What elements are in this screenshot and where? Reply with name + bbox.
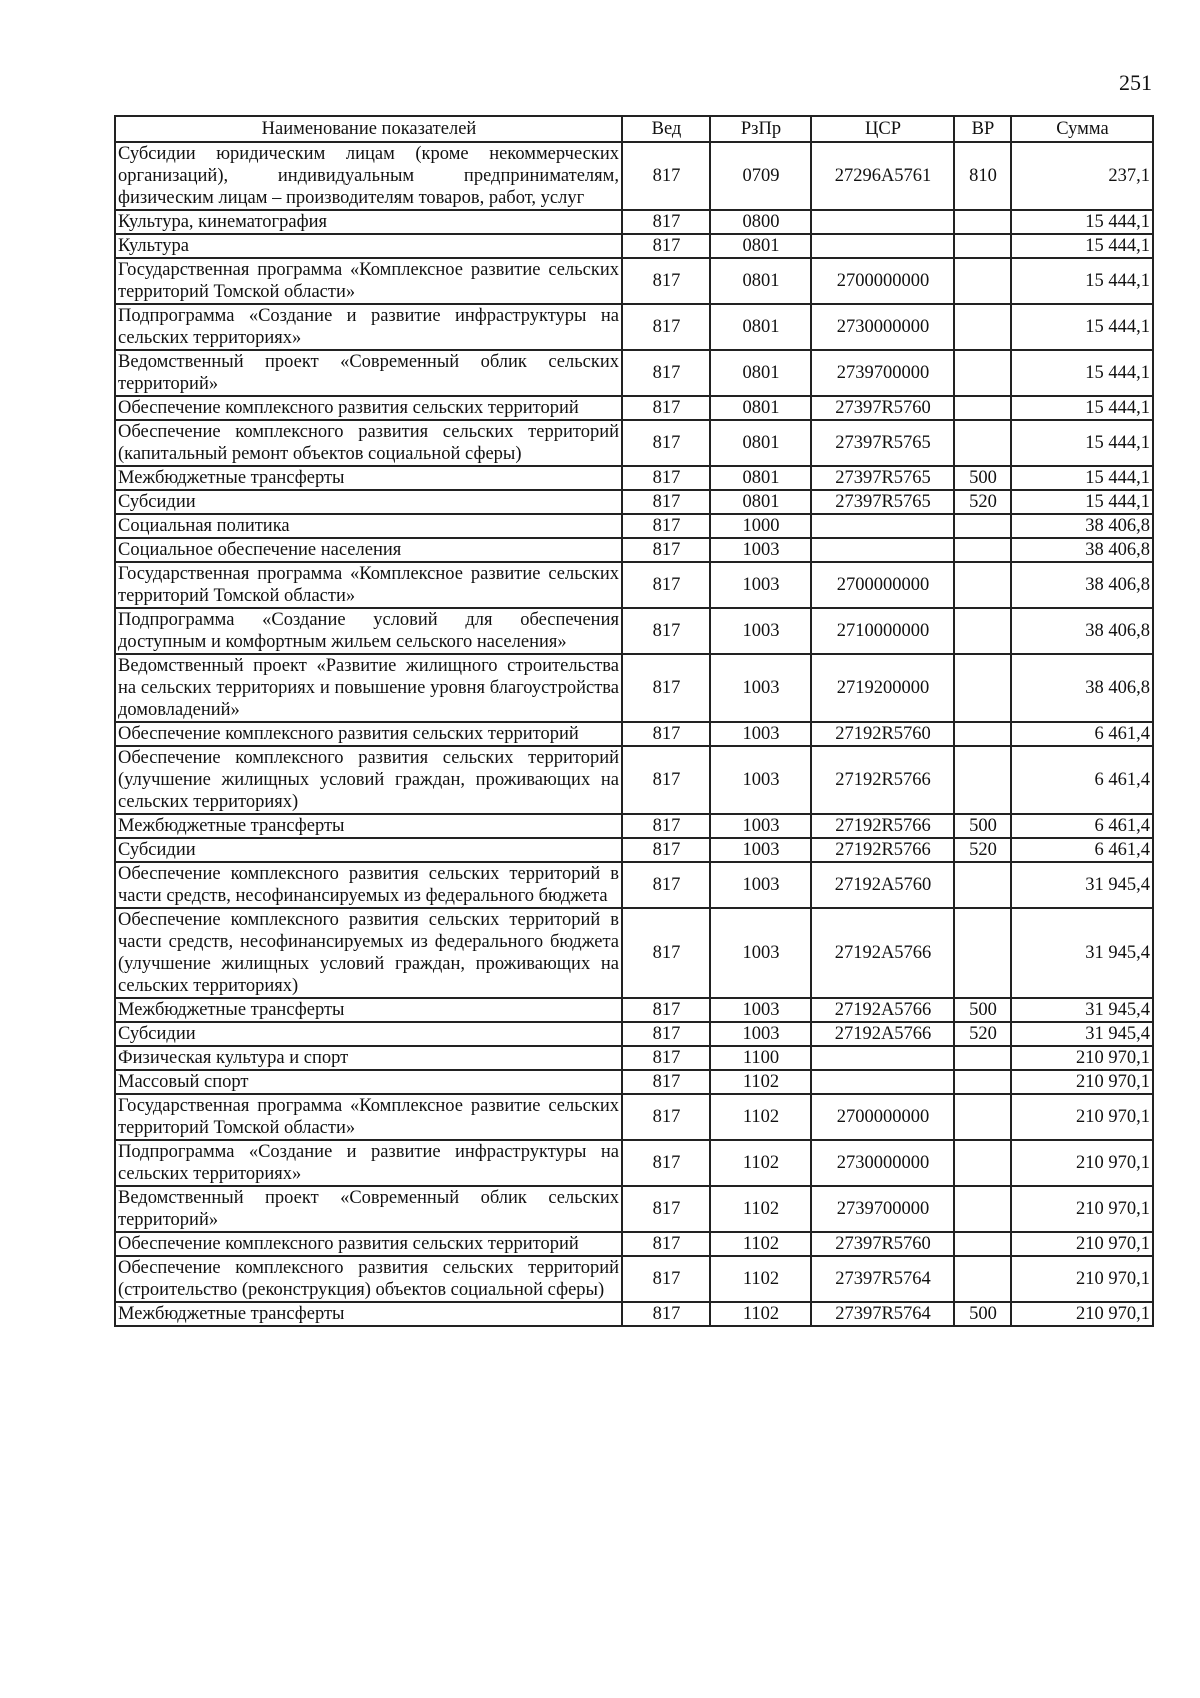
cell-name: Культура, кинематография [115,210,622,234]
table-row [115,1046,1153,1070]
table-row [115,210,1153,234]
column-header-vr: ВР [954,116,1011,142]
cell-vr [954,1186,1011,1232]
table-header-row [115,116,1153,142]
cell-ved: 817 [622,1302,710,1326]
cell-ved: 817 [622,350,710,396]
table-row [115,1094,1153,1140]
cell-name: Межбюджетные трансферты [115,998,622,1022]
cell-vr [954,862,1011,908]
table-row [115,908,1153,998]
cell-rzpr: 1003 [710,562,811,608]
cell-csr: 27296A5761 [811,142,954,210]
cell-sum: 6 461,4 [1011,722,1153,746]
cell-vr [954,1140,1011,1186]
cell-vr [954,1094,1011,1140]
cell-rzpr: 1003 [710,862,811,908]
cell-name: Ведомственный проект «Современный облик сельских территорий» [115,1186,622,1232]
budget-table [114,115,1154,1327]
cell-ved: 817 [622,304,710,350]
cell-ved: 817 [622,1094,710,1140]
cell-vr [954,350,1011,396]
cell-rzpr: 1102 [710,1256,811,1302]
cell-name: Межбюджетные трансферты [115,814,622,838]
cell-csr: 2700000000 [811,562,954,608]
cell-name: Субсидии [115,1022,622,1046]
cell-rzpr: 0800 [710,210,811,234]
cell-rzpr: 1003 [710,746,811,814]
cell-vr [954,234,1011,258]
cell-csr: 2700000000 [811,258,954,304]
cell-rzpr: 0801 [710,234,811,258]
table-row [115,304,1153,350]
cell-csr: 2710000000 [811,608,954,654]
cell-vr [954,1070,1011,1094]
cell-name: Обеспечение комплексного развития сельских территорий (строительство (реконструкция) объектов социальной сферы) [115,1256,622,1302]
cell-name: Субсидии [115,838,622,862]
cell-ved: 817 [622,538,710,562]
cell-csr: 27192R5766 [811,838,954,862]
column-header-rzpr: РзПр [710,116,811,142]
cell-rzpr: 1003 [710,654,811,722]
table-row [115,746,1153,814]
cell-rzpr: 1003 [710,998,811,1022]
cell-vr: 520 [954,1022,1011,1046]
cell-rzpr: 0801 [710,396,811,420]
cell-csr [811,1070,954,1094]
cell-name: Подпрограмма «Создание и развитие инфраструктуры на сельских территориях» [115,304,622,350]
cell-rzpr: 1102 [710,1186,811,1232]
cell-csr: 27192A5766 [811,1022,954,1046]
cell-vr: 500 [954,998,1011,1022]
cell-vr [954,908,1011,998]
cell-sum: 38 406,8 [1011,562,1153,608]
cell-sum: 38 406,8 [1011,608,1153,654]
cell-csr: 2739700000 [811,350,954,396]
cell-ved: 817 [622,608,710,654]
cell-name: Обеспечение комплексного развития сельских территорий в части средств, несофинансируемых из федерального бюджета (улучшение жилищных условий граждан, проживающих на сельских территориях) [115,908,622,998]
cell-vr: 520 [954,838,1011,862]
cell-csr [811,514,954,538]
cell-ved: 817 [622,1046,710,1070]
cell-ved: 817 [622,1140,710,1186]
table-row [115,538,1153,562]
cell-sum: 210 970,1 [1011,1046,1153,1070]
cell-sum: 210 970,1 [1011,1186,1153,1232]
cell-sum: 15 444,1 [1011,350,1153,396]
cell-sum: 15 444,1 [1011,304,1153,350]
table-row [115,350,1153,396]
table-row [115,562,1153,608]
cell-ved: 817 [622,1070,710,1094]
cell-rzpr: 1003 [710,608,811,654]
cell-rzpr: 1003 [710,908,811,998]
cell-rzpr: 1003 [710,838,811,862]
cell-vr [954,304,1011,350]
cell-ved: 817 [622,514,710,538]
cell-vr [954,1232,1011,1256]
cell-ved: 817 [622,490,710,514]
table-row [115,1140,1153,1186]
table-row [115,514,1153,538]
cell-rzpr: 1102 [710,1302,811,1326]
cell-csr: 27397R5765 [811,490,954,514]
cell-rzpr: 0801 [710,466,811,490]
cell-name: Государственная программа «Комплексное развитие сельских территорий Томской области» [115,258,622,304]
table-row [115,420,1153,466]
table-row [115,814,1153,838]
table-row [115,258,1153,304]
cell-sum: 15 444,1 [1011,210,1153,234]
cell-name: Обеспечение комплексного развития сельских территорий [115,396,622,420]
cell-vr [954,1046,1011,1070]
table-row [115,1022,1153,1046]
cell-sum: 31 945,4 [1011,1022,1153,1046]
cell-csr: 27192A5766 [811,908,954,998]
cell-rzpr: 1102 [710,1232,811,1256]
cell-name: Подпрограмма «Создание и развитие инфраструктуры на сельских территориях» [115,1140,622,1186]
cell-sum: 38 406,8 [1011,514,1153,538]
table-row [115,654,1153,722]
cell-ved: 817 [622,862,710,908]
cell-name: Обеспечение комплексного развития сельских территорий в части средств, несофинансируемых из федерального бюджета [115,862,622,908]
cell-sum: 15 444,1 [1011,234,1153,258]
table-body [115,142,1153,1326]
cell-vr: 810 [954,142,1011,210]
cell-name: Массовый спорт [115,1070,622,1094]
cell-rzpr: 1000 [710,514,811,538]
cell-ved: 817 [622,722,710,746]
cell-sum: 15 444,1 [1011,258,1153,304]
table-row [115,998,1153,1022]
table-row [115,838,1153,862]
cell-rzpr: 0801 [710,490,811,514]
cell-name: Межбюджетные трансферты [115,466,622,490]
table-row [115,1232,1153,1256]
cell-rzpr: 1003 [710,814,811,838]
cell-rzpr: 1003 [710,722,811,746]
cell-csr [811,210,954,234]
cell-csr: 2730000000 [811,304,954,350]
column-header-csr: ЦСР [811,116,954,142]
cell-rzpr: 1102 [710,1094,811,1140]
cell-ved: 817 [622,562,710,608]
cell-csr: 27192R5766 [811,814,954,838]
cell-vr [954,258,1011,304]
cell-ved: 817 [622,746,710,814]
cell-sum: 15 444,1 [1011,490,1153,514]
page-number: 251 [1119,70,1152,95]
cell-csr: 27397R5764 [811,1256,954,1302]
cell-sum: 210 970,1 [1011,1070,1153,1094]
cell-sum: 210 970,1 [1011,1094,1153,1140]
cell-sum: 210 970,1 [1011,1232,1153,1256]
cell-csr: 27192R5760 [811,722,954,746]
cell-sum: 6 461,4 [1011,814,1153,838]
cell-rzpr: 0801 [710,350,811,396]
cell-csr: 27397R5760 [811,1232,954,1256]
cell-csr: 2700000000 [811,1094,954,1140]
cell-name: Субсидии юридическим лицам (кроме некоммерческих организаций), индивидуальным предпринимателям, физическим лицам – производителям товаров, работ, услуг [115,142,622,210]
table-row [115,1256,1153,1302]
cell-csr: 2730000000 [811,1140,954,1186]
cell-sum: 15 444,1 [1011,466,1153,490]
cell-ved: 817 [622,258,710,304]
cell-ved: 817 [622,838,710,862]
cell-csr: 2739700000 [811,1186,954,1232]
cell-ved: 817 [622,396,710,420]
cell-name: Культура [115,234,622,258]
cell-name: Физическая культура и спорт [115,1046,622,1070]
table-row [115,1070,1153,1094]
cell-sum: 15 444,1 [1011,396,1153,420]
cell-vr: 500 [954,466,1011,490]
cell-name: Государственная программа «Комплексное развитие сельских территорий Томской области» [115,562,622,608]
cell-name: Ведомственный проект «Современный облик сельских территорий» [115,350,622,396]
cell-name: Обеспечение комплексного развития сельских территорий [115,722,622,746]
table-row [115,1186,1153,1232]
cell-rzpr: 1102 [710,1070,811,1094]
cell-csr: 27397R5765 [811,466,954,490]
cell-sum: 15 444,1 [1011,420,1153,466]
cell-vr: 500 [954,1302,1011,1326]
cell-vr [954,746,1011,814]
cell-name: Социальная политика [115,514,622,538]
table-row [115,396,1153,420]
cell-ved: 817 [622,1256,710,1302]
cell-vr [954,654,1011,722]
cell-name: Обеспечение комплексного развития сельских территорий [115,1232,622,1256]
cell-rzpr: 0801 [710,304,811,350]
cell-ved: 817 [622,998,710,1022]
cell-name: Ведомственный проект «Развитие жилищного строительства на сельских территориях и повышение уровня благоустройства домовладений» [115,654,622,722]
cell-name: Социальное обеспечение населения [115,538,622,562]
cell-name: Обеспечение комплексного развития сельских территорий (улучшение жилищных условий граждан, проживающих на сельских территориях) [115,746,622,814]
cell-sum: 31 945,4 [1011,862,1153,908]
cell-vr [954,210,1011,234]
cell-vr [954,608,1011,654]
table-row [115,722,1153,746]
cell-rzpr: 1003 [710,1022,811,1046]
cell-csr: 27397R5765 [811,420,954,466]
cell-ved: 817 [622,1232,710,1256]
cell-sum: 210 970,1 [1011,1140,1153,1186]
cell-csr: 27397R5760 [811,396,954,420]
table-row [115,234,1153,258]
cell-sum: 6 461,4 [1011,746,1153,814]
cell-ved: 817 [622,210,710,234]
cell-name: Обеспечение комплексного развития сельских территорий (капитальный ремонт объектов социальной сферы) [115,420,622,466]
column-header-sum: Сумма [1011,116,1153,142]
cell-ved: 817 [622,654,710,722]
cell-vr [954,396,1011,420]
cell-sum: 210 970,1 [1011,1256,1153,1302]
cell-ved: 817 [622,908,710,998]
cell-name: Государственная программа «Комплексное развитие сельских территорий Томской области» [115,1094,622,1140]
table-row [115,1302,1153,1326]
table-row [115,466,1153,490]
cell-vr [954,1256,1011,1302]
cell-rzpr: 0801 [710,420,811,466]
cell-ved: 817 [622,1186,710,1232]
cell-sum: 31 945,4 [1011,908,1153,998]
cell-rzpr: 1102 [710,1140,811,1186]
cell-rzpr: 1003 [710,538,811,562]
cell-vr [954,514,1011,538]
cell-csr [811,234,954,258]
cell-csr: 27192A5766 [811,998,954,1022]
table-row [115,608,1153,654]
cell-vr [954,420,1011,466]
cell-name: Подпрограмма «Создание условий для обеспечения доступным и комфортным жильем сельского населения» [115,608,622,654]
table-row [115,490,1153,514]
cell-vr [954,538,1011,562]
cell-sum: 38 406,8 [1011,538,1153,562]
cell-sum: 210 970,1 [1011,1302,1153,1326]
cell-ved: 817 [622,234,710,258]
table-row [115,142,1153,210]
cell-vr [954,722,1011,746]
cell-vr: 500 [954,814,1011,838]
cell-rzpr: 0709 [710,142,811,210]
cell-vr [954,562,1011,608]
cell-name: Субсидии [115,490,622,514]
cell-name: Межбюджетные трансферты [115,1302,622,1326]
table-row [115,862,1153,908]
cell-csr [811,1046,954,1070]
cell-ved: 817 [622,814,710,838]
column-header-ved: Вед [622,116,710,142]
cell-csr: 2719200000 [811,654,954,722]
cell-rzpr: 1100 [710,1046,811,1070]
cell-sum: 31 945,4 [1011,998,1153,1022]
cell-sum: 38 406,8 [1011,654,1153,722]
cell-csr: 27192A5760 [811,862,954,908]
cell-rzpr: 0801 [710,258,811,304]
cell-ved: 817 [622,142,710,210]
column-header-name: Наименование показателей [115,116,622,142]
cell-ved: 817 [622,466,710,490]
cell-csr: 27397R5764 [811,1302,954,1326]
cell-csr: 27192R5766 [811,746,954,814]
cell-vr: 520 [954,490,1011,514]
cell-ved: 817 [622,420,710,466]
cell-sum: 6 461,4 [1011,838,1153,862]
cell-sum: 237,1 [1011,142,1153,210]
cell-csr [811,538,954,562]
cell-ved: 817 [622,1022,710,1046]
